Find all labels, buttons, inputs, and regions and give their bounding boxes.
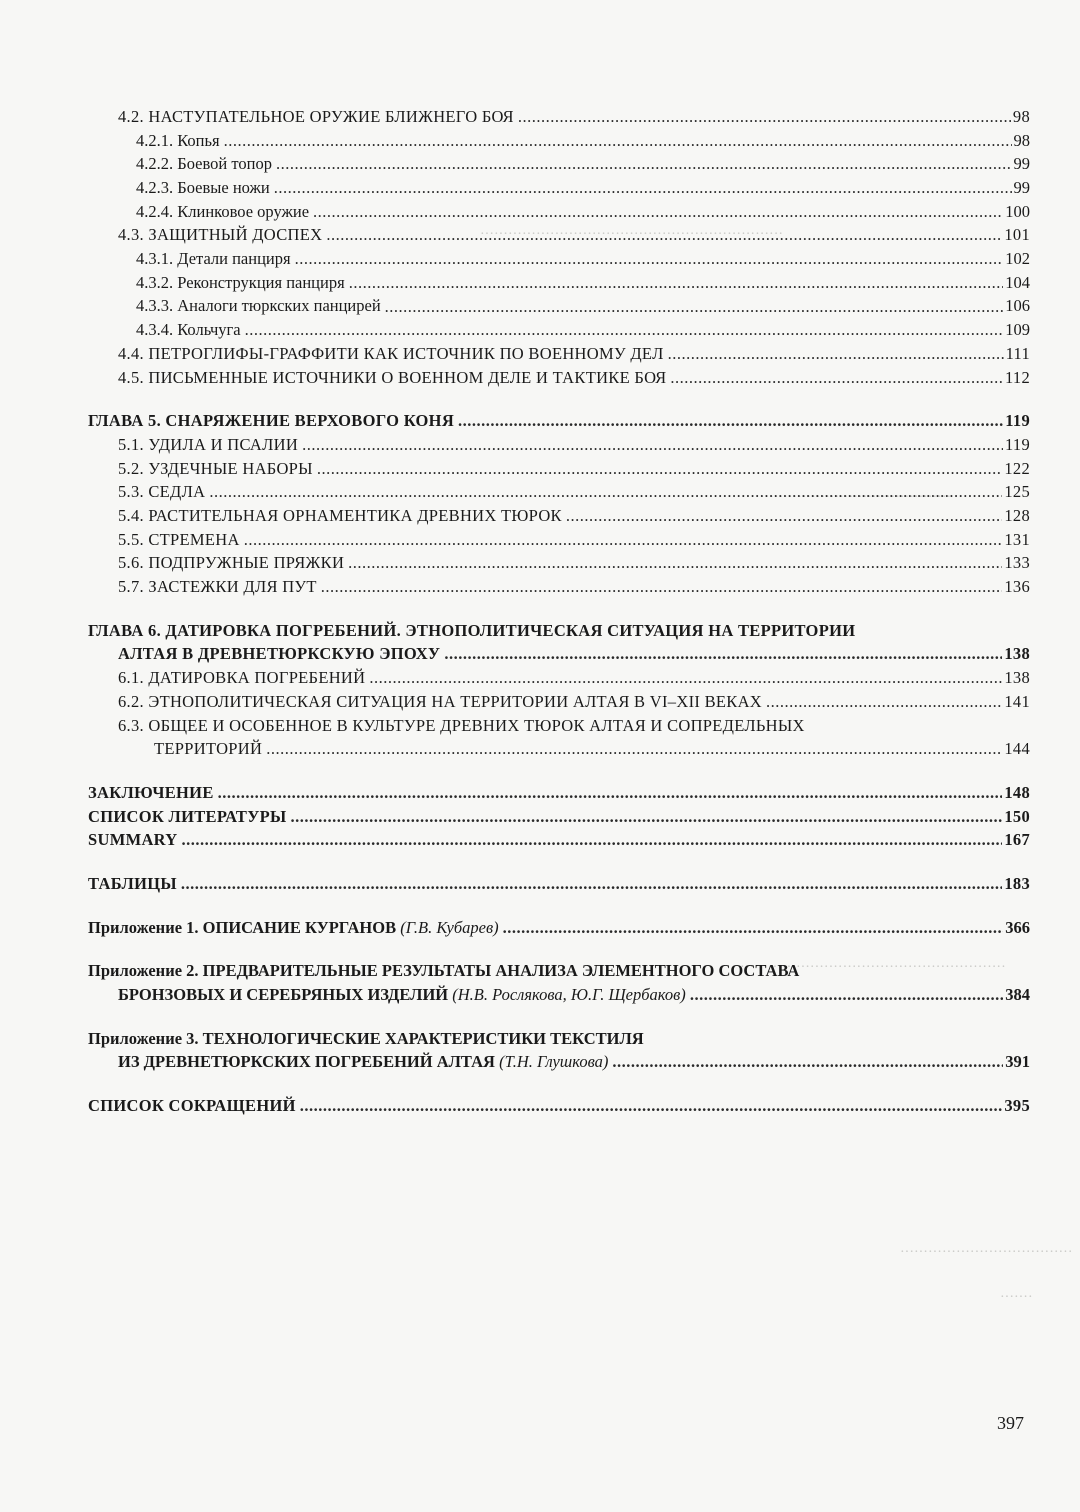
toc-entry[interactable] [88, 433, 1030, 457]
dot-leader [690, 983, 1003, 1007]
toc-entry[interactable] [88, 366, 1030, 390]
toc-entry[interactable] [88, 575, 1030, 599]
toc-chapter-entry[interactable] [88, 409, 1030, 433]
entry-title: ЗАКЛЮЧЕНИЕ [88, 782, 214, 802]
dot-leader [182, 828, 1003, 852]
dot-leader [313, 200, 1003, 224]
dot-leader [276, 152, 1012, 176]
toc-entry[interactable] [88, 342, 1030, 366]
entry-title: 4.3.2. Реконструкция панциря [136, 272, 345, 292]
toc-entry[interactable] [88, 247, 1030, 271]
appendix-prefix: Приложение 1. [88, 917, 203, 937]
toc-entry[interactable] [88, 666, 1030, 690]
entry-title: 4.2.2. Боевой топор [136, 154, 272, 174]
dot-leader [300, 1094, 1003, 1118]
toc-entry[interactable] [88, 295, 1030, 319]
dot-leader [444, 642, 1002, 666]
appendix-author: (Г.В. Кубарев) [400, 917, 499, 937]
appendix-title: ИЗ ДРЕВНЕТЮРКСКИХ ПОГРЕБЕНИЙ АЛТАЯ [118, 1052, 495, 1072]
entry-title: 5.1. УДИЛА И ПСАЛИИ [118, 434, 299, 454]
entry-title [118, 1050, 612, 1074]
table-of-contents [88, 105, 1030, 1118]
entry-page: 150 [1004, 806, 1030, 826]
entry-page: 167 [1004, 830, 1030, 850]
entry-page: 119 [1004, 434, 1030, 454]
dot-leader [612, 1050, 1003, 1074]
entry-title: 4.3. ЗАЩИТНЫЙ ДОСПЕХ [118, 225, 323, 245]
entry-page: 106 [1005, 296, 1030, 316]
entry-title: 4.2.3. Боевые ножи [136, 178, 270, 198]
entry-page: 391 [1005, 1052, 1030, 1072]
entry-title-line1: ГЛАВА 6. ДАТИРОВКА ПОГРЕБЕНИЙ. ЭТНОПОЛИТИЧЕСКАЯ СИТУАЦИЯ НА ТЕРРИТОРИИ [88, 620, 856, 640]
toc-entry[interactable] [88, 318, 1030, 342]
entry-page: 133 [1004, 553, 1030, 573]
entry-title: 6.1. ДАТИРОВКА ПОГРЕБЕНИЙ [118, 668, 366, 688]
entry-title: 4.5. ПИСЬМЕННЫЕ ИСТОЧНИКИ О ВОЕННОМ ДЕЛЕ И ТАКТИКЕ БОЯ [118, 367, 667, 387]
appendix-author: (Н.В. Рослякова, Ю.Г. Щербаков) [452, 985, 686, 1005]
entry-title: SUMMARY [88, 830, 178, 850]
toc-entry[interactable] [88, 480, 1030, 504]
dot-leader [317, 457, 1003, 481]
entry-title: 4.4. ПЕТРОГЛИФЫ-ГРАФФИТИ КАК ИСТОЧНИК ПО ВОЕННОМУ ДЕЛ [118, 343, 664, 363]
entry-page: 99 [1013, 154, 1030, 174]
entry-title: АЛТАЯ В ДРЕВНЕТЮРКСКУЮ ЭПОХУ [118, 644, 441, 664]
spacer [88, 852, 1030, 872]
entry-page: 138 [1004, 668, 1030, 688]
dot-leader [218, 781, 1003, 805]
toc-entry[interactable] [88, 457, 1030, 481]
dot-leader [321, 575, 1003, 599]
appendix-author: (Т.Н. Глушкова) [499, 1052, 609, 1072]
entry-page: 395 [1004, 1096, 1030, 1116]
dot-leader [274, 176, 1012, 200]
toc-entry[interactable] [88, 105, 1030, 129]
entry-page: 183 [1004, 873, 1030, 893]
spacer [88, 761, 1030, 781]
dot-leader [245, 318, 1004, 342]
entry-title: 4.2.4. Клинковое оружие [136, 201, 310, 221]
spacer [88, 389, 1030, 409]
entry-page: 122 [1004, 458, 1030, 478]
entry-page: 102 [1005, 249, 1030, 269]
dot-leader [766, 690, 1002, 714]
toc-chapter-entry[interactable] [88, 805, 1030, 829]
spacer [88, 939, 1030, 959]
entry-page: 384 [1005, 985, 1030, 1005]
toc-chapter-entry[interactable] [88, 781, 1030, 805]
entry-title: 4.2.1. Копья [136, 130, 220, 150]
dot-leader [349, 271, 1004, 295]
page-number: 397 [997, 1413, 1024, 1433]
dot-leader [348, 551, 1002, 575]
entry-page: 109 [1005, 320, 1030, 340]
entry-title: ТАБЛИЦЫ [88, 873, 177, 893]
entry-title: 4.3.4. Кольчуга [136, 320, 241, 340]
entry-title: 5.4. РАСТИТЕЛЬНАЯ ОРНАМЕНТИКА ДРЕВНИХ ТЮРОК [118, 505, 562, 525]
toc-entry[interactable] [88, 714, 1030, 761]
entry-page: 131 [1004, 529, 1030, 549]
dot-leader [295, 247, 1004, 271]
toc-entry[interactable] [88, 551, 1030, 575]
entry-page: 101 [1004, 225, 1030, 245]
dot-leader [244, 528, 1003, 552]
entry-page: 100 [1005, 201, 1030, 221]
appendix-title: ОПИСАНИЕ КУРГАНОВ [202, 917, 397, 937]
entry-title: ТЕРРИТОРИЙ [154, 739, 263, 759]
entry-title: 4.3.1. Детали панциря [136, 249, 291, 269]
entry-title [88, 916, 503, 940]
entry-page: 128 [1004, 505, 1030, 525]
appendix-prefix: Приложение 3. [88, 1028, 203, 1048]
appendix-prefix: Приложение 2. [88, 961, 203, 981]
appendix-title: БРОНЗОВЫХ И СЕРЕБРЯНЫХ ИЗДЕЛИЙ [118, 985, 449, 1005]
entry-page: 141 [1004, 691, 1030, 711]
dot-leader [566, 504, 1002, 528]
entry-title: 5.6. ПОДПРУЖНЫЕ ПРЯЖКИ [118, 553, 345, 573]
entry-page: 112 [1004, 367, 1030, 387]
entry-page: 136 [1004, 577, 1030, 597]
entry-title: 4.3.3. Аналоги тюркских панцирей [136, 296, 381, 316]
toc-entry[interactable] [88, 690, 1030, 714]
appendix-title-line1: ПРЕДВАРИТЕЛЬНЫЕ РЕЗУЛЬТАТЫ АНАЛИЗА ЭЛЕМЕНТНОГО СОСТАВА [202, 961, 800, 981]
dot-leader [670, 366, 1003, 390]
entry-page: 98 [1013, 130, 1030, 150]
dot-leader [668, 342, 1004, 366]
entry-title: СПИСОК ЛИТЕРАТУРЫ [88, 806, 287, 826]
dot-leader [224, 129, 1012, 153]
toc-chapter-entry[interactable] [88, 828, 1030, 852]
dot-leader [518, 105, 1011, 129]
dot-leader [385, 295, 1004, 319]
entry-page: 125 [1004, 482, 1030, 502]
dot-leader [209, 480, 1002, 504]
entry-title: 5.2. УЗДЕЧНЫЕ НАБОРЫ [118, 458, 313, 478]
dot-leader [458, 409, 1003, 433]
entry-page: 99 [1013, 178, 1030, 198]
toc-entry[interactable] [88, 528, 1030, 552]
dot-leader [326, 223, 1002, 247]
toc-chapter-entry[interactable] [88, 1094, 1030, 1118]
toc-entry[interactable] [88, 200, 1030, 224]
entry-page: 104 [1005, 272, 1030, 292]
toc-entry[interactable] [88, 271, 1030, 295]
appendix-title-line1: ТЕХНОЛОГИЧЕСКИЕ ХАРАКТЕРИСТИКИ ТЕКСТИЛЯ [202, 1028, 644, 1048]
toc-appendix-entry[interactable] [88, 959, 1030, 1006]
spacer [88, 599, 1030, 619]
toc-entry[interactable] [88, 504, 1030, 528]
entry-page: 366 [1005, 917, 1030, 937]
entry-title-line1: 6.3. ОБЩЕЕ И ОСОБЕННОЕ В КУЛЬТУРЕ ДРЕВНИХ ТЮРОК АЛТАЯ И СОПРЕДЕЛЬНЫХ [118, 715, 805, 735]
entry-page: 148 [1004, 782, 1030, 802]
entry-page: 138 [1004, 644, 1030, 664]
toc-entry[interactable] [88, 152, 1030, 176]
entry-title-line1 [88, 959, 1030, 983]
entry-title-line1 [88, 1027, 1030, 1051]
entry-page: 119 [1005, 411, 1030, 431]
entry-title: 4.2. НАСТУПАТЕЛЬНОЕ ОРУЖИЕ БЛИЖНЕГО БОЯ [118, 106, 514, 126]
spacer [88, 1007, 1030, 1027]
dot-leader [291, 805, 1003, 829]
dot-leader [302, 433, 1003, 457]
dot-leader [266, 737, 1002, 761]
spacer [88, 1074, 1030, 1094]
toc-chapter-entry[interactable] [88, 872, 1030, 896]
toc-entry[interactable] [88, 176, 1030, 200]
entry-title: ГЛАВА 5. СНАРЯЖЕНИЕ ВЕРХОВОГО КОНЯ [88, 411, 455, 431]
entry-title: 5.5. СТРЕМЕНА [118, 529, 240, 549]
spacer [88, 896, 1030, 916]
toc-appendix-entry[interactable] [88, 916, 1030, 940]
toc-appendix-entry[interactable] [88, 1027, 1030, 1074]
dot-leader [503, 916, 1004, 940]
dot-leader [369, 666, 1002, 690]
entry-title: 5.3. СЕДЛА [118, 482, 206, 502]
toc-entry[interactable] [88, 223, 1030, 247]
page: ································································· ········································· ························································· ····································· ······· 4.2. НАСТУПАТЕЛЬНОЕ ОРУЖИЕ БЛИЖНЕГО БОЯ ..... 98 4.2.1. Копья ..... 98 4.2.2. Боевой топор ..... 99 4.2.3. Боевые ножи ..... 99 4.2.4. Клинковое оружие ..... 100 4.3. ЗАЩИТНЫЙ ДОСПЕХ ..... 101 4.3.1. Детали панциря ..... 102 4.3.2. Реконструкция панциря ..... 104 4.3.3. Аналоги тюркских панцирей ..... 106 4.3.4. Кольчуга ..... 109 4.4. ПЕТРОГЛИФЫ-ГРАФФИТИ КАК ИСТОЧНИК ПО ВОЕННОМУ ДЕЛ ..... 111 4.5. ПИСЬМЕННЫЕ ИСТОЧНИКИ О ВОЕННОМ ДЕЛЕ И ТАКТИКЕ БОЯ ..... 112 ГЛАВА 5. СНАРЯЖЕНИЕ ВЕРХОВОГО КОНЯ ..... 119 5.1. УДИЛА И ПСАЛИИ ..... 119 5.2. УЗДЕЧНЫЕ НАБОРЫ ..... 122 5.3. СЕДЛА ..... 125 5.4. РАСТИТЕЛЬНАЯ ОРНАМЕНТИКА ДРЕВНИХ ТЮРОК ..... 128 5.5. СТРЕМЕНА ..... 131 5.6. ПОДПРУЖНЫЕ ПРЯЖКИ ..... 133 5.7. ЗАСТЕЖКИ ДЛЯ ПУТ ..... 136 ГЛАВА 6. ДАТИРОВКА ПОГРЕБЕНИЙ. ЭТНОПОЛИТИЧЕСКАЯ СИТУАЦИЯ НА ТЕРРИТОРИИ АЛТАЯ В ДРЕВНЕТЮРКСКУЮ ЭПОХУ ..... 138 6.1. ДАТИРОВКА ПОГРЕБЕНИЙ ..... 138 6.2. ЭТНОПОЛИТИЧЕСКАЯ СИТУАЦИЯ НА ТЕРРИТОРИИ АЛТАЯ В VI–XII ВЕКАХ ..... 141 6.3. ОБЩЕЕ И ОСОБЕННОЕ В КУЛЬТУРЕ ДРЕВНИХ ТЮРОК АЛТАЯ И СОПРЕДЕЛЬНЫХ ТЕРРИТОРИЙ ..... 144 ЗАКЛЮЧЕНИЕ ..... 148 СПИСОК ЛИТЕРАТУРЫ ..... 150 SUMMARY ..... 167 ТАБЛИЦЫ ..... 183 Приложение 1. ОПИСАНИЕ КУРГАНОВ (Г.В. Кубарев) ..... 366 Приложение 2. ПРЕДВАРИТЕЛЬНЫЕ РЕЗУЛЬТАТЫ АНАЛИЗА ЭЛЕМЕНТНОГО СОСТАВА БРОНЗОВЫХ И СЕРЕБРЯНЫХ ИЗДЕЛИЙ (Н.В. Рослякова, Ю.Г. Щербаков) ..... 384 Приложение 3. ТЕХНОЛОГИЧЕСКИЕ ХАРАКТЕРИСТИКИ ТЕКСТИЛЯ ИЗ ДРЕВНЕТЮРКСКИХ ПОГРЕБЕНИЙ АЛТАЯ (Т.Н. Глушкова) ..... 391 СПИСОК СОКРАЩЕНИЙ ..... 395 397 [0, 0, 1080, 1512]
entry-title [118, 983, 690, 1007]
entry-page: 98 [1012, 106, 1030, 126]
entry-page: 144 [1004, 739, 1030, 759]
entry-title: 6.2. ЭТНОПОЛИТИЧЕСКАЯ СИТУАЦИЯ НА ТЕРРИТОРИИ АЛТАЯ В VI–XII ВЕКАХ [118, 691, 763, 711]
toc-chapter-entry[interactable] [88, 619, 1030, 666]
toc-entry[interactable] [88, 129, 1030, 153]
dot-leader [181, 872, 1002, 896]
entry-page: 111 [1005, 343, 1030, 363]
entry-title: СПИСОК СОКРАЩЕНИЙ [88, 1096, 296, 1116]
entry-title: 5.7. ЗАСТЕЖКИ ДЛЯ ПУТ [118, 577, 317, 597]
